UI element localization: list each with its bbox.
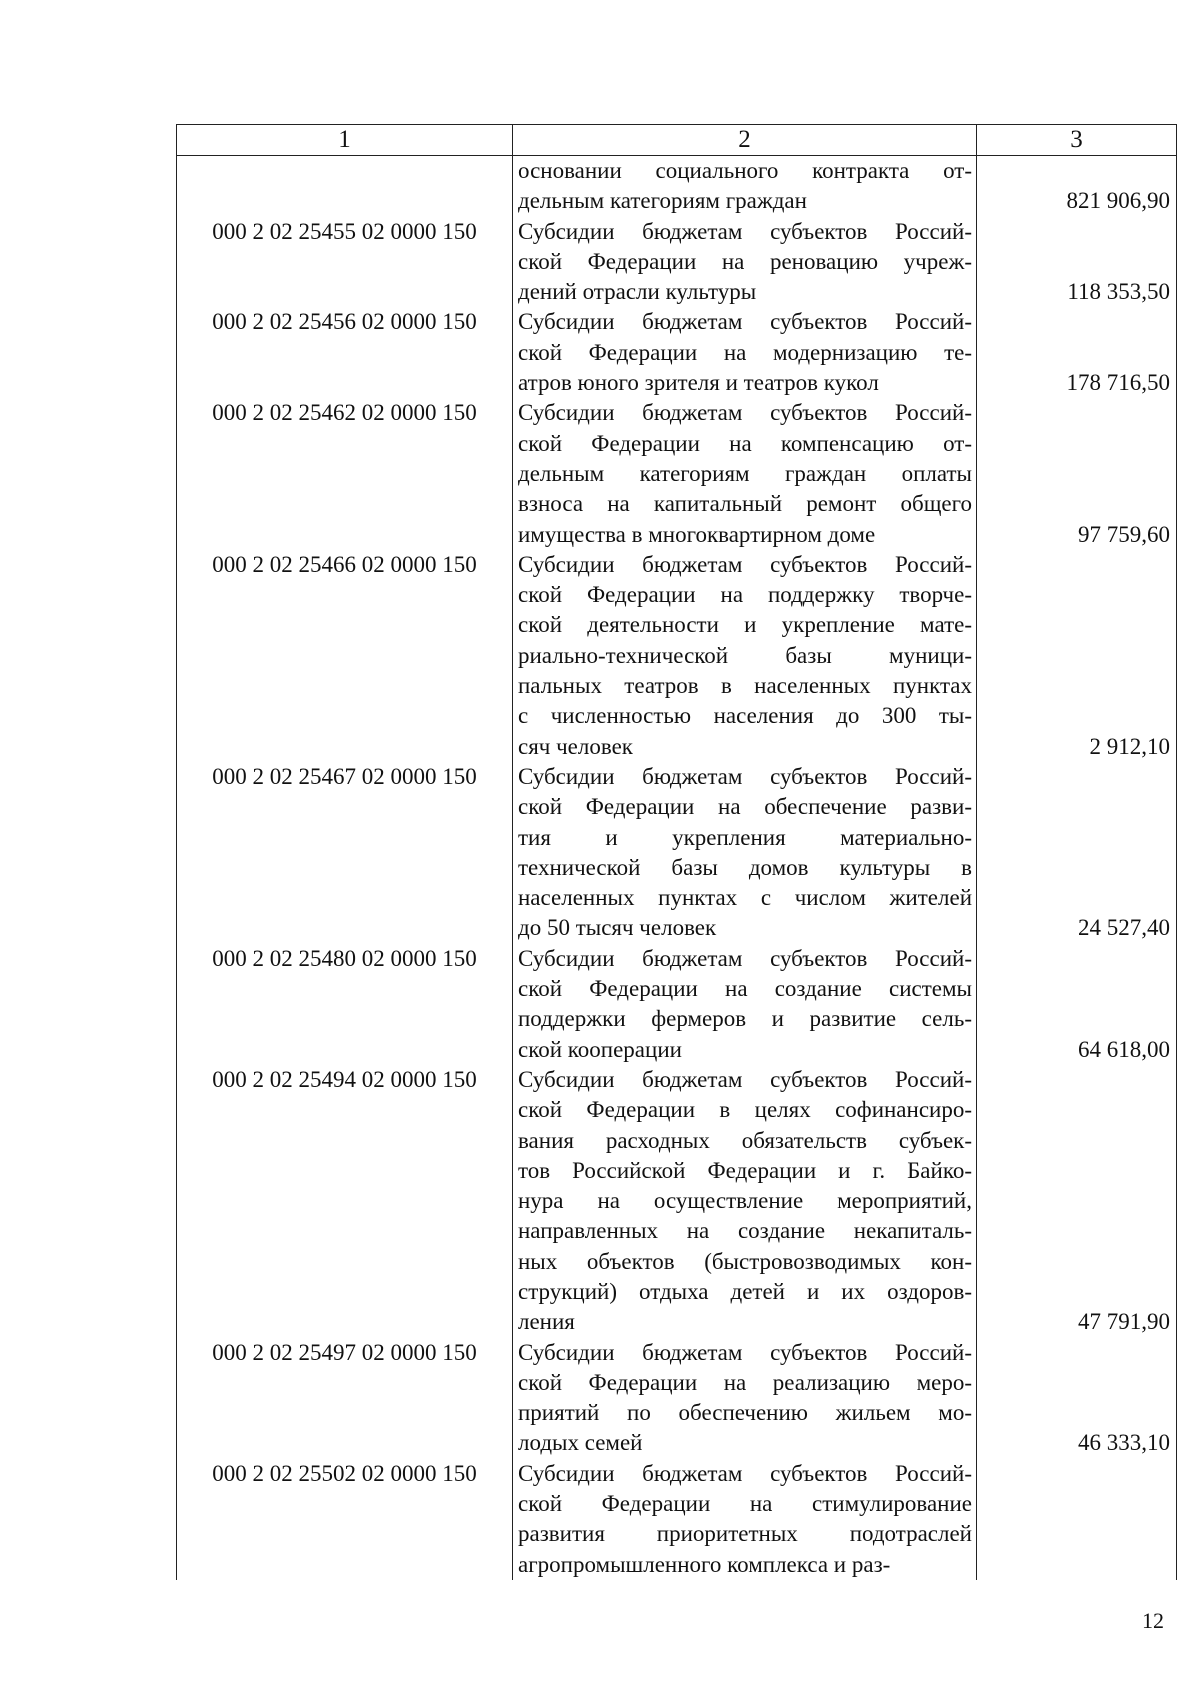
description-line: тия и укрепления материально- [518, 824, 972, 850]
description-line: Субсидии бюджетам субъектов Россий- [518, 309, 972, 335]
description-line: нура на осуществление мероприятий, [518, 1188, 972, 1214]
budget-amount: 46 333,10 [977, 1338, 1177, 1459]
description-line: Субсидии бюджетам субъектов Россий- [518, 400, 972, 426]
budget-amount: 178 716,50 [977, 307, 1177, 398]
description-line: основании социального контракта от- [518, 158, 972, 183]
budget-description [513, 156, 977, 217]
budget-amount [977, 1459, 1177, 1580]
description-line: лодых семей [518, 1430, 643, 1456]
budget-amount: 47 791,90 [977, 1065, 1177, 1338]
budget-description [513, 1338, 977, 1459]
description-line: ской деятельности и укрепление мате- [518, 612, 972, 638]
table-row [177, 550, 1177, 762]
budget-code: 000 2 02 25494 02 0000 150 [177, 1065, 513, 1338]
table-row [177, 156, 1177, 217]
budget-description [513, 307, 977, 398]
budget-description [513, 1459, 977, 1580]
table-row [177, 217, 1177, 308]
description-line: ской Федерации на реновацию учреж- [518, 248, 972, 274]
header-row [177, 125, 1177, 156]
description-line: ской Федерации на стимулирование [518, 1491, 972, 1517]
budget-amount: 821 906,90 [977, 156, 1177, 217]
description-line: Субсидии бюджетам субъектов Россий- [518, 945, 972, 971]
description-line: поддержки фермеров и развитие сель- [518, 1006, 972, 1032]
budget-description [513, 762, 977, 944]
budget-description [513, 217, 977, 308]
budget-code: 000 2 02 25502 02 0000 150 [177, 1459, 513, 1580]
budget-description [513, 550, 977, 762]
budget-amount: 64 618,00 [977, 944, 1177, 1065]
description-line: Субсидии бюджетам субъектов Россий- [518, 763, 972, 789]
table-row [177, 307, 1177, 398]
description-line: ской Федерации на поддержку творче- [518, 582, 972, 608]
description-line: ных объектов (быстровозводимых кон- [518, 1248, 972, 1274]
description-line: технической базы домов культуры в [518, 854, 972, 880]
description-line: приятий по обеспечению жильем мо- [518, 1400, 972, 1426]
description-line: дельным категориям граждан оплаты [518, 460, 972, 486]
page-number: 12 [1142, 1608, 1164, 1633]
description-line: агропромышленного комплекса и раз- [518, 1551, 891, 1577]
table-row [177, 398, 1177, 549]
header-col-1: 1 [177, 125, 513, 156]
description-line: взноса на капитальный ремонт общего [518, 491, 972, 517]
budget-code: 000 2 02 25462 02 0000 150 [177, 398, 513, 549]
description-line: риально-технической базы муници- [518, 642, 972, 668]
description-line: Субсидии бюджетам субъектов Россий- [518, 218, 972, 244]
budget-amount: 2 912,10 [977, 550, 1177, 762]
description-line: ления [518, 1309, 575, 1335]
description-line: Субсидии бюджетам субъектов Россий- [518, 1339, 972, 1365]
budget-code: 000 2 02 25456 02 0000 150 [177, 307, 513, 398]
description-line: ской Федерации на реализацию меро- [518, 1369, 972, 1395]
description-line: дельным категориям граждан [518, 188, 807, 214]
description-line: сяч человек [518, 733, 633, 759]
description-line: населенных пунктах с числом жителей [518, 885, 972, 911]
description-line: направленных на создание некапиталь- [518, 1218, 972, 1244]
budget-description [513, 1065, 977, 1338]
budget-description [513, 944, 977, 1065]
description-line: тов Российской Федерации и г. Байко- [518, 1157, 972, 1183]
table-row [177, 1459, 1177, 1580]
description-line: ской кооперации [518, 1036, 682, 1062]
description-line: до 50 тысяч человек [518, 915, 717, 941]
description-line: Субсидии бюджетам субъектов Россий- [518, 551, 972, 577]
description-line: развития приоритетных подотраслей [518, 1521, 972, 1547]
table-row [177, 1338, 1177, 1459]
description-line: Субсидии бюджетам субъектов Россий- [518, 1066, 972, 1092]
description-line: дений отрасли культуры [518, 279, 757, 305]
description-line: имущества в многоквартирном доме [518, 521, 876, 547]
budget-amount: 97 759,60 [977, 398, 1177, 549]
description-line: с численностью населения до 300 ты- [518, 703, 972, 729]
description-line: ской Федерации на модернизацию те- [518, 339, 972, 365]
description-line: ской Федерации в целях софинансиро- [518, 1097, 972, 1123]
table-row [177, 944, 1177, 1065]
header-col-3: 3 [977, 125, 1177, 156]
description-line: ской Федерации на компенсацию от- [518, 430, 972, 456]
header-col-2: 2 [513, 125, 977, 156]
description-line: ской Федерации на обеспечение разви- [518, 794, 972, 820]
budget-table [176, 124, 1177, 1580]
table-row [177, 762, 1177, 944]
description-line: пальных театров в населенных пунктах [518, 673, 972, 699]
budget-amount: 118 353,50 [977, 217, 1177, 308]
budget-code: 000 2 02 25467 02 0000 150 [177, 762, 513, 944]
table-row [177, 1065, 1177, 1338]
budget-code [177, 156, 513, 217]
description-line: вания расходных обязательств субъек- [518, 1127, 972, 1153]
budget-amount: 24 527,40 [977, 762, 1177, 944]
description-line: Субсидии бюджетам субъектов Россий- [518, 1460, 972, 1486]
budget-description [513, 398, 977, 549]
budget-code: 000 2 02 25455 02 0000 150 [177, 217, 513, 308]
budget-code: 000 2 02 25497 02 0000 150 [177, 1338, 513, 1459]
table-body [177, 156, 1177, 1580]
budget-code: 000 2 02 25480 02 0000 150 [177, 944, 513, 1065]
description-line: ской Федерации на создание системы [518, 976, 972, 1002]
budget-code: 000 2 02 25466 02 0000 150 [177, 550, 513, 762]
description-line: атров юного зрителя и театров кукол [518, 370, 879, 396]
description-line: струкций) отдыха детей и их оздоров- [518, 1278, 972, 1304]
